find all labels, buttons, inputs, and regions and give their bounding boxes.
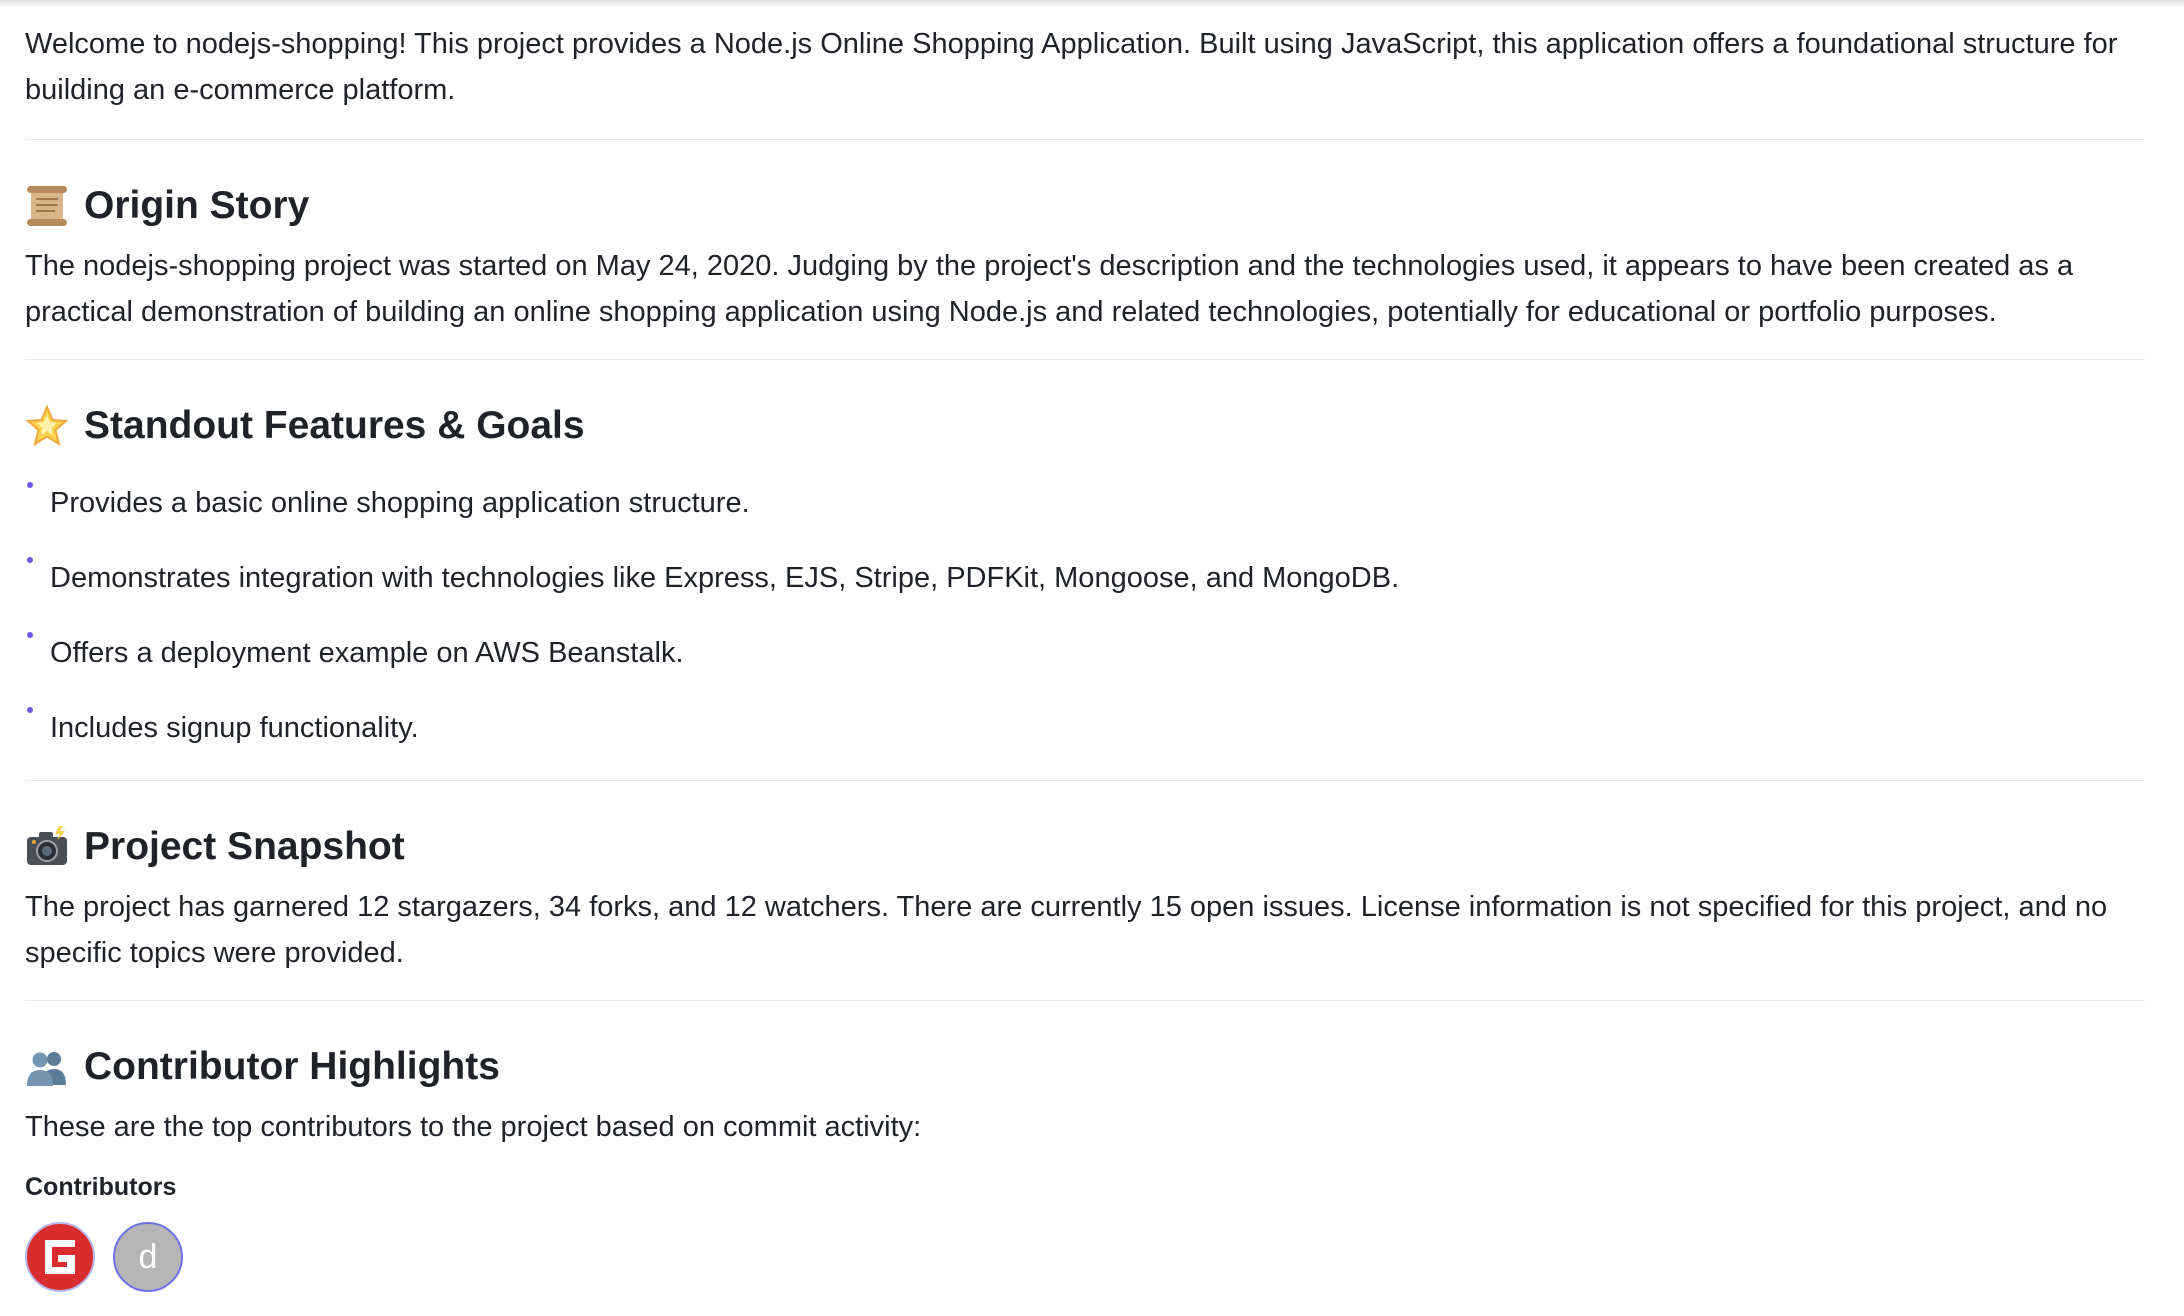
bullet <box>27 707 33 713</box>
bullet <box>27 632 33 638</box>
features-heading <box>25 396 2145 456</box>
project-snapshot-section <box>25 780 2145 1000</box>
readme-content <box>25 0 2145 1292</box>
list-item: Demonstrates integration with technologies like Express, EJS, Stripe, PDFKit, Mongoose, and MongoDB. <box>25 555 2145 601</box>
contributor-highlights-heading <box>25 1037 2145 1097</box>
origin-story-title: Origin Story <box>84 184 310 227</box>
project-snapshot-title: Project Snapshot <box>84 825 405 868</box>
list-item: Includes signup functionality. <box>25 705 2145 751</box>
project-snapshot-heading <box>25 817 2145 877</box>
bullet <box>27 482 33 488</box>
scroll-icon <box>25 184 69 228</box>
camera-flash-icon <box>25 825 69 869</box>
avatar[interactable] <box>25 1222 95 1292</box>
list-item: Offers a deployment example on AWS Beanstalk. <box>25 630 2145 676</box>
features-section <box>25 359 2145 751</box>
contributor-highlights-section <box>25 1000 2145 1292</box>
contributor-avatars <box>25 1222 2145 1292</box>
origin-story-heading <box>25 176 2145 236</box>
people-icon <box>25 1045 69 1089</box>
avatar-initial: d <box>138 1237 158 1276</box>
origin-story-section <box>25 139 2145 359</box>
features-list <box>25 480 2145 751</box>
project-snapshot-text: The project has garnered 12 stargazers, 34 forks, and 12 watchers. There are currently 15 open issues. License information is not specified for this project, and no specific topics were provided. <box>25 891 2108 969</box>
origin-story-text: The nodejs-shopping project was started on May 24, 2020. Judging by the project's description and the technologies used, it appears to have been created as a practical demonstration of building an online shopping application using Node.js and related technologies, potentially for educational or portfolio purposes. <box>25 250 2074 328</box>
features-title: Standout Features & Goals <box>84 404 585 447</box>
bullet <box>27 557 33 563</box>
contributors-label: Contributors <box>25 1173 177 1201</box>
avatar[interactable] <box>113 1222 183 1292</box>
glowing-star-icon <box>25 404 69 448</box>
contributor-highlights-text: These are the top contributors to the project based on commit activity: <box>25 1111 922 1143</box>
intro-text: Welcome to nodejs-shopping! This project provides a Node.js Online Shopping Application. Built using JavaScript, this application offers a foundational structure for building an e-commerce platform. <box>25 28 2118 106</box>
list-item: Provides a basic online shopping application structure. <box>25 480 2145 526</box>
intro-section <box>25 0 2145 139</box>
contributor-highlights-title: Contributor Highlights <box>84 1045 500 1088</box>
